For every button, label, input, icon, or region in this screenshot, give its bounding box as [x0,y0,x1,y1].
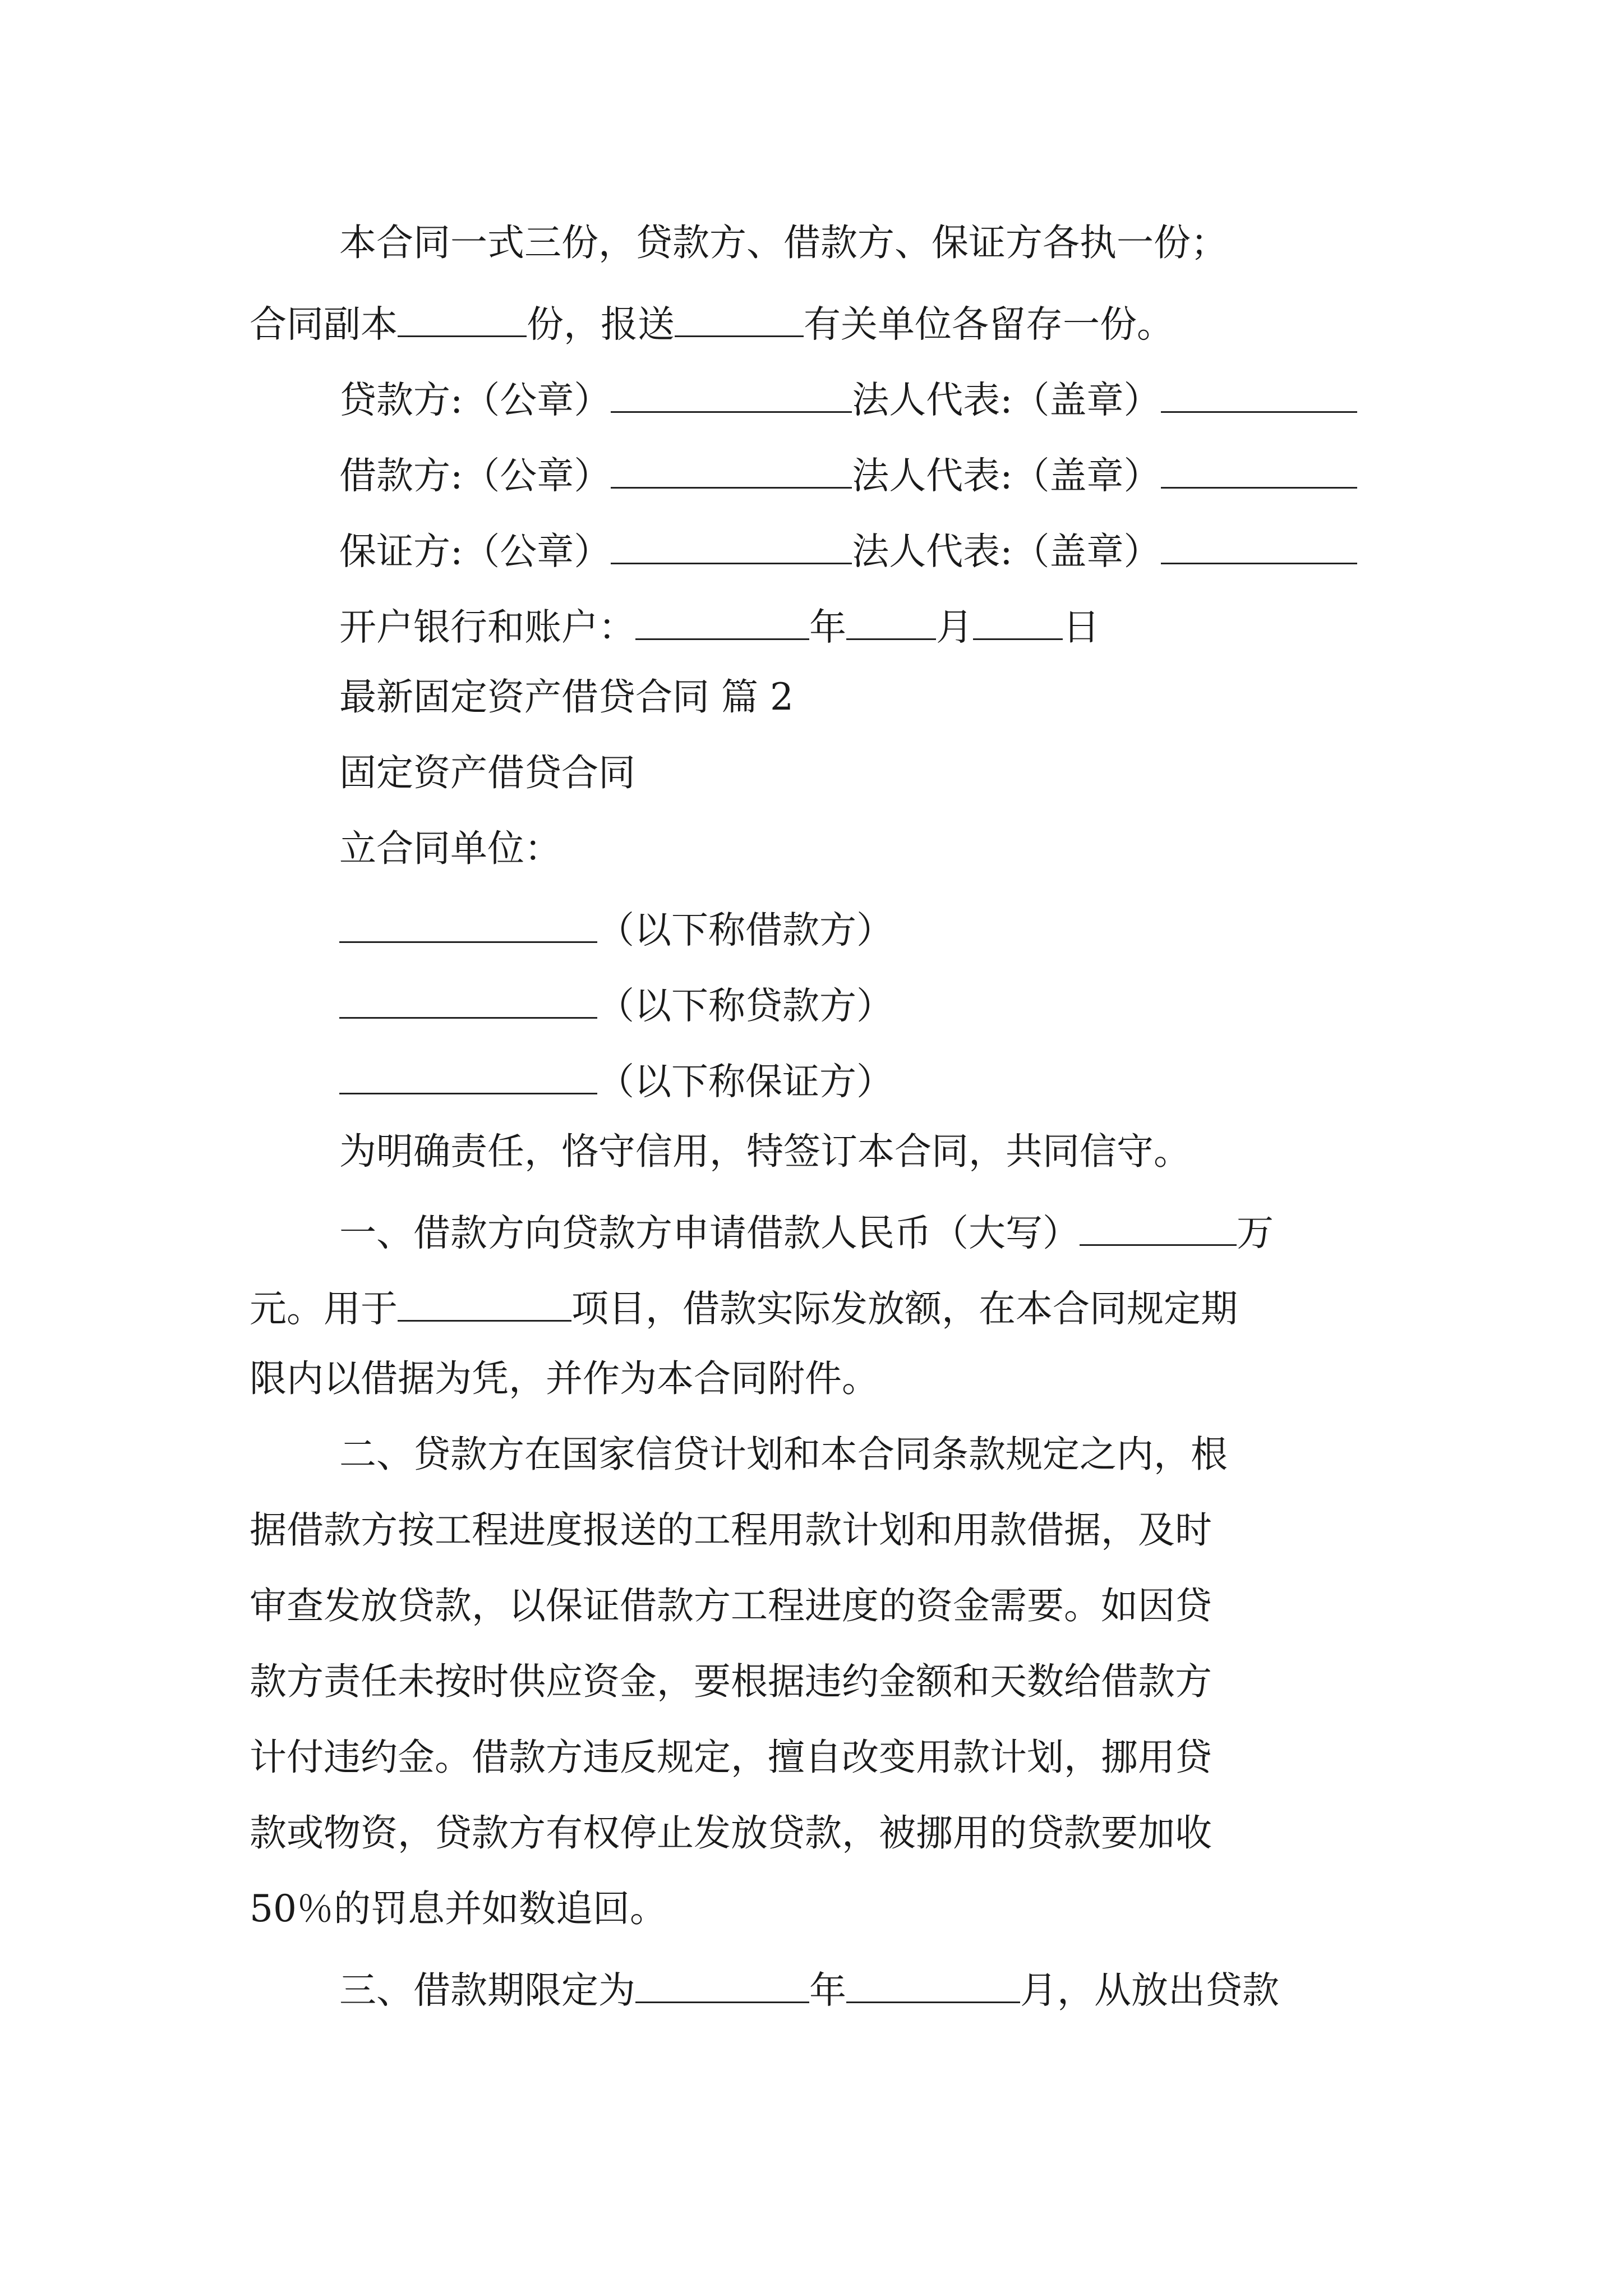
copies-count-blank[interactable] [398,300,527,337]
borrower-name-blank[interactable] [339,906,597,943]
parties-label: 立合同单位： [339,827,561,870]
borrower-rep-blank[interactable] [1161,452,1357,489]
clause3-line1: 三、借款期限定为 年 月，从放出贷款 [339,1966,1279,2009]
guarantor-name-blank[interactable] [339,1057,597,1094]
lender-name-blank[interactable] [339,982,597,1019]
party-guarantor: （以下称保证方） [339,1057,893,1101]
clause1-line3: 限内以借据为凭，并作为本合同附件。 [250,1357,879,1400]
clause2-line4: 款方责任未按时供应资金，要根据违约金额和天数给借款方 [250,1660,1212,1703]
section-title: 最新固定资产借贷合同 篇 2 [339,675,794,719]
month-blank[interactable] [973,603,1063,640]
year-blank[interactable] [846,603,936,640]
project-blank[interactable] [398,1285,571,1322]
clause2-line6: 款或物资，贷款方有权停止发放贷款，被挪用的贷款要加收 [250,1811,1212,1855]
contract-title: 固定资产借贷合同 [339,751,635,794]
signature-row-borrower: 借款方:（公章） 法人代表:（盖章） [339,452,1357,495]
clause1-line1: 一、借款方向贷款方申请借款人民币（大写） 万 [339,1209,1274,1252]
loan-amount-blank[interactable] [1080,1209,1237,1246]
bank-account-line: 开户银行和账户： 年 月 日 [339,603,1100,646]
clause2-line5: 计付违约金。借款方违反规定，擅自改变用款计划，挪用贷 [250,1736,1212,1779]
preamble: 为明确责任，恪守信用，特签订本合同，共同信守。 [339,1130,1191,1173]
term-months-blank[interactable] [846,1966,1020,2003]
signature-row-lender: 贷款方:（公章） 法人代表:（盖章） [339,376,1357,419]
guarantor-seal-blank[interactable] [611,527,852,564]
bank-account-blank[interactable] [635,603,809,640]
signature-row-guarantor: 保证方:（公章） 法人代表:（盖章） [339,527,1357,570]
lender-seal-blank[interactable] [611,376,852,413]
clause2-line3: 审查发放贷款，以保证借款方工程进度的资金需要。如因贷 [250,1584,1212,1627]
party-lender: （以下称贷款方） [339,982,893,1025]
clause2-line7: 50％的罚息并如数追回。 [250,1887,667,1930]
party-borrower: （以下称借款方） [339,906,893,949]
lender-rep-blank[interactable] [1161,376,1357,413]
guarantor-rep-blank[interactable] [1161,527,1357,564]
report-to-blank[interactable] [675,300,804,337]
clause2-line2: 据借款方按工程进度报送的工程用款计划和用款借据，及时 [250,1508,1212,1552]
term-years-blank[interactable] [635,1966,809,2003]
copies-line-2: 合同副本 份，报送 有关单位各留存一份。 [250,300,1174,343]
borrower-seal-blank[interactable] [611,452,852,489]
clause1-line2: 元。用于 项目，借款实际发放额，在本合同规定期 [250,1285,1238,1328]
clause2-line1: 二、贷款方在国家信贷计划和本合同条款规定之内，根 [339,1433,1228,1476]
copies-line-1: 本合同一式三份，贷款方、借款方、保证方各执一份； [339,221,1228,264]
